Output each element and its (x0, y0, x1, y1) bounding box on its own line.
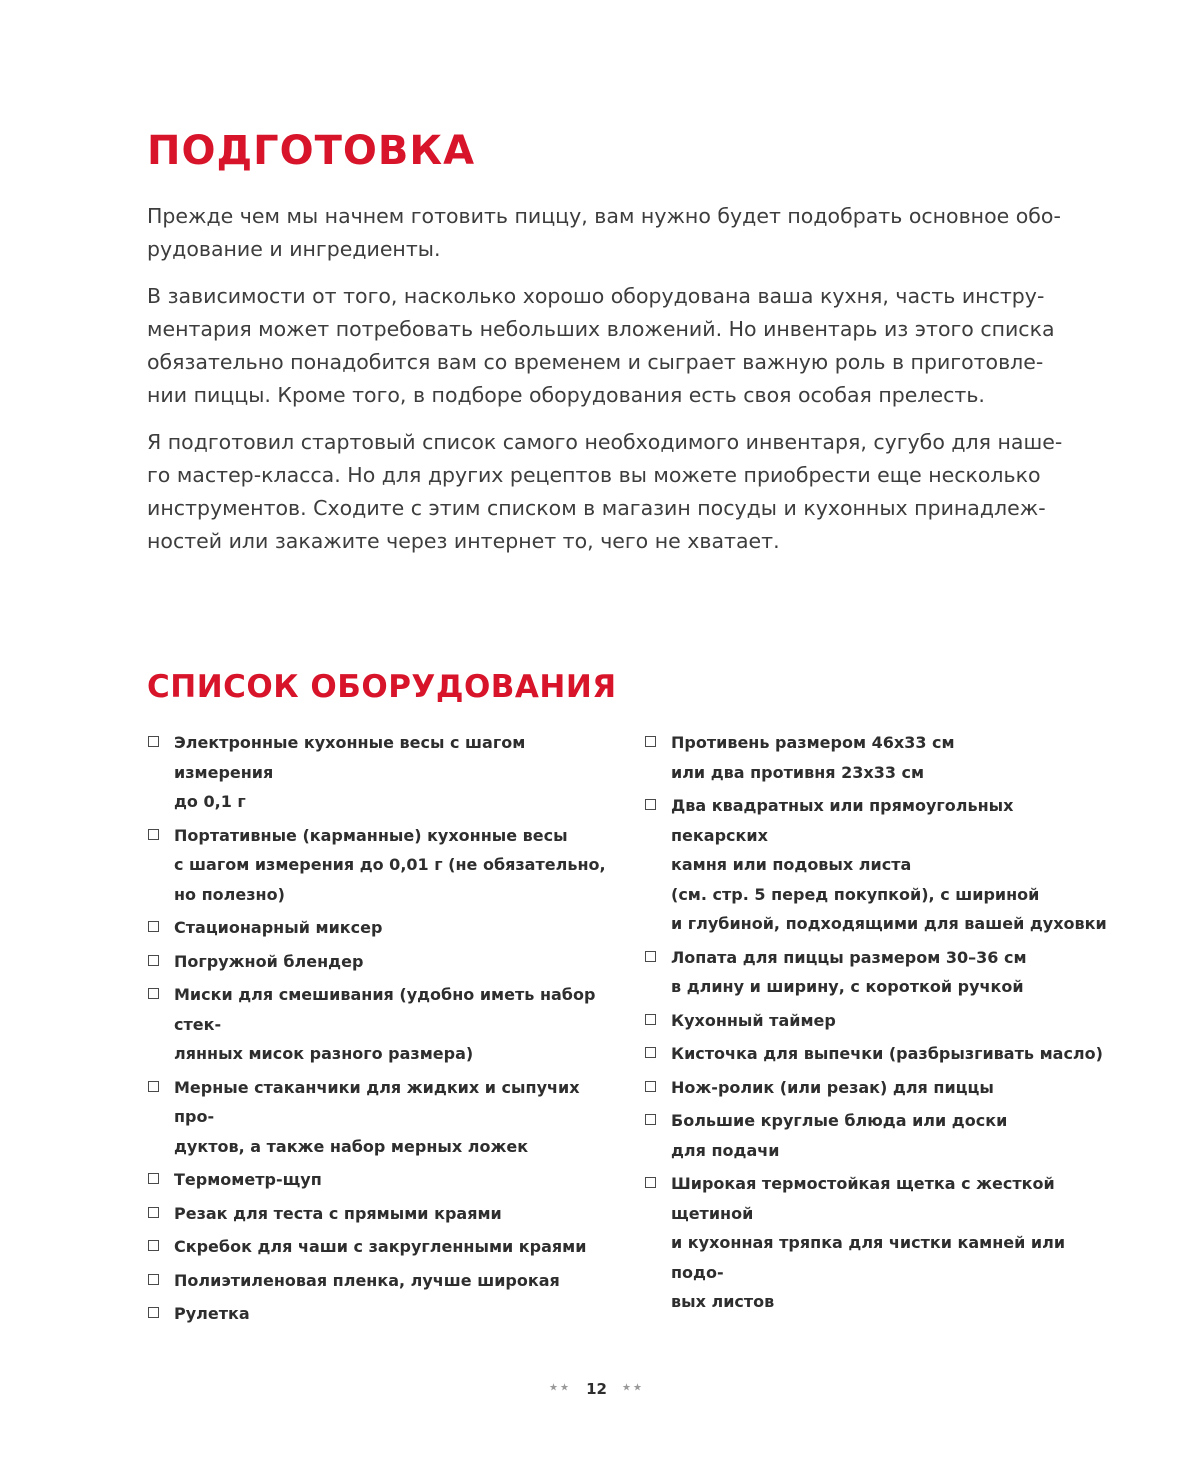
intro-line: Прежде чем мы начнем готовить пиццу, вам нужно будет подобрать основное обо- (147, 204, 1061, 228)
checklist-item-text: вых листов (671, 1292, 775, 1311)
checklist-item (147, 947, 609, 977)
checklist-item-text: и кухонная тряпка для чистки камней или подо- (671, 1233, 1066, 1282)
checklist-item-text: и глубиной, подходящими для вашей духовки (671, 914, 1107, 933)
checklist-item-text: Рулетка (174, 1304, 250, 1323)
checklist-item (644, 1006, 1114, 1036)
checklist-item (644, 728, 1114, 787)
checklist-item (147, 913, 609, 943)
checklist-item (644, 1106, 1114, 1165)
checklist-item (644, 1169, 1114, 1317)
intro-line: нии пиццы. Кроме того, в подборе оборудования есть своя особая прелесть. (147, 383, 985, 407)
intro-paragraph-3 (147, 426, 1107, 558)
checklist-item-text: лянных мисок разного размера) (174, 1044, 474, 1063)
checkbox-icon (148, 955, 159, 966)
checklist-item-text: для подачи (671, 1140, 780, 1160)
checklist-item-text: Электронные кухонные весы с шагом измерения (174, 733, 526, 782)
intro-line: рудование и ингредиенты. (147, 237, 441, 261)
checkbox-icon (148, 921, 159, 932)
checklist-item (147, 980, 609, 1069)
checklist-item-text: Два квадратных или прямоугольных пекарских (671, 796, 1014, 845)
checklist-item-text: до 0,1 г (174, 792, 246, 811)
checklist-item (147, 1199, 609, 1229)
checklist-item (644, 1039, 1114, 1069)
checkbox-icon (148, 1081, 159, 1092)
checklist-item-text: Скребок для чаши с закругленными краями (174, 1237, 587, 1256)
checklist-item (147, 1073, 609, 1162)
checklist-item (644, 1073, 1114, 1103)
intro-paragraph-2 (147, 280, 1107, 412)
checklist-item-text: дуктов, а также набор мерных ложек (174, 1136, 529, 1156)
checkbox-icon (148, 829, 159, 840)
page-title: ПОДГОТОВКА (147, 128, 476, 174)
checkbox-icon (148, 736, 159, 747)
checklist-item-text: Широкая термостойкая щетка с жесткой щетиной (671, 1174, 1055, 1223)
intro-line: го мастер-класса. Но для других рецептов вы можете приобрести еще несколько (147, 463, 1041, 487)
checklist-item-text: Противень размером 46х33 см (671, 733, 955, 752)
intro-line: Я подготовил стартовый список самого необходимого инвентаря, сугубо для наше- (147, 430, 1063, 454)
checklist-item-text: Термометр-щуп (174, 1170, 322, 1189)
checklist-item-text: Нож-ролик (или резак) для пиццы (671, 1077, 994, 1097)
checkbox-icon (645, 1081, 656, 1092)
equipment-list-right (644, 728, 1114, 1321)
checkbox-icon (645, 1114, 656, 1125)
checklist-item (147, 1232, 609, 1262)
checklist-item (147, 1165, 609, 1195)
checklist-item-text: Кисточка для выпечки (разбрызгивать масло) (671, 1044, 1103, 1063)
checkbox-icon (148, 1240, 159, 1251)
checkbox-icon (645, 736, 656, 747)
checklist-item-text: Портативные (карманные) кухонные весы (174, 825, 568, 845)
checklist-item-text: в длину и ширину, с короткой ручкой (671, 977, 1024, 996)
checklist-item (147, 821, 609, 910)
checklist-item-text: Погружной блендер (174, 951, 364, 971)
checklist-item-text: камня или подовых листа (671, 855, 912, 874)
page-number: 12 (586, 1379, 607, 1398)
intro-line: обязательно понадобится вам со временем и сыграет важную роль в приготовле- (147, 350, 1044, 374)
checklist-item (644, 943, 1114, 1002)
checklist-item-text: Большие круглые блюда или доски (671, 1111, 1008, 1130)
checkbox-icon (645, 1047, 656, 1058)
checklist-item-text: но полезно) (174, 884, 285, 904)
checklist-item (147, 1266, 609, 1296)
checkbox-icon (645, 799, 656, 810)
checkbox-icon (645, 1014, 656, 1025)
equipment-list-left (147, 728, 609, 1333)
checklist-item-text: (см. стр. 5 перед покупкой), с шириной (671, 884, 1040, 904)
checklist-item-text: Миски для смешивания (удобно иметь набор стек- (174, 985, 596, 1034)
checklist-item-text: Стационарный миксер (174, 918, 383, 937)
checklist-item (644, 791, 1114, 939)
checklist-item-text: Мерные стаканчики для жидких и сыпучих про- (174, 1077, 580, 1126)
intro-line: ностей или закажите через интернет то, чего не хватает. (147, 529, 780, 553)
checkbox-icon (148, 1173, 159, 1184)
checklist-item-text: Лопата для пиццы размером 30–36 см (671, 947, 1027, 967)
star-decoration-icon: ★★ (622, 1382, 644, 1394)
checkbox-icon (645, 951, 656, 962)
checklist-item-text: Полиэтиленовая пленка, лучше широкая (174, 1270, 560, 1290)
equipment-list-title: СПИСОК ОБОРУДОВАНИЯ (147, 669, 617, 705)
intro-line: инструментов. Сходите с этим списком в магазин посуды и кухонных принадлеж- (147, 496, 1046, 520)
checkbox-icon (148, 988, 159, 999)
checkbox-icon (148, 1307, 159, 1318)
checklist-item-text: Резак для теста с прямыми краями (174, 1203, 502, 1223)
checkbox-icon (148, 1207, 159, 1218)
checklist-item-text: Кухонный таймер (671, 1010, 836, 1030)
checklist-item-text: или два противня 23х33 см (671, 762, 925, 782)
checkbox-icon (148, 1274, 159, 1285)
intro-line: В зависимости от того, насколько хорошо оборудована ваша кухня, часть инстру- (147, 284, 1045, 308)
checkbox-icon (645, 1177, 656, 1188)
intro-paragraph-1 (147, 200, 1107, 266)
checklist-item (147, 728, 609, 817)
checklist-item (147, 1299, 609, 1329)
intro-line: ментария может потребовать небольших вложений. Но инвентарь из этого списка (147, 317, 1055, 341)
star-decoration-icon: ★★ (549, 1382, 571, 1394)
page-footer (0, 1376, 1193, 1401)
intro-text (147, 200, 1107, 572)
checklist-item-text: с шагом измерения до 0,01 г (не обязательно, (174, 855, 606, 874)
